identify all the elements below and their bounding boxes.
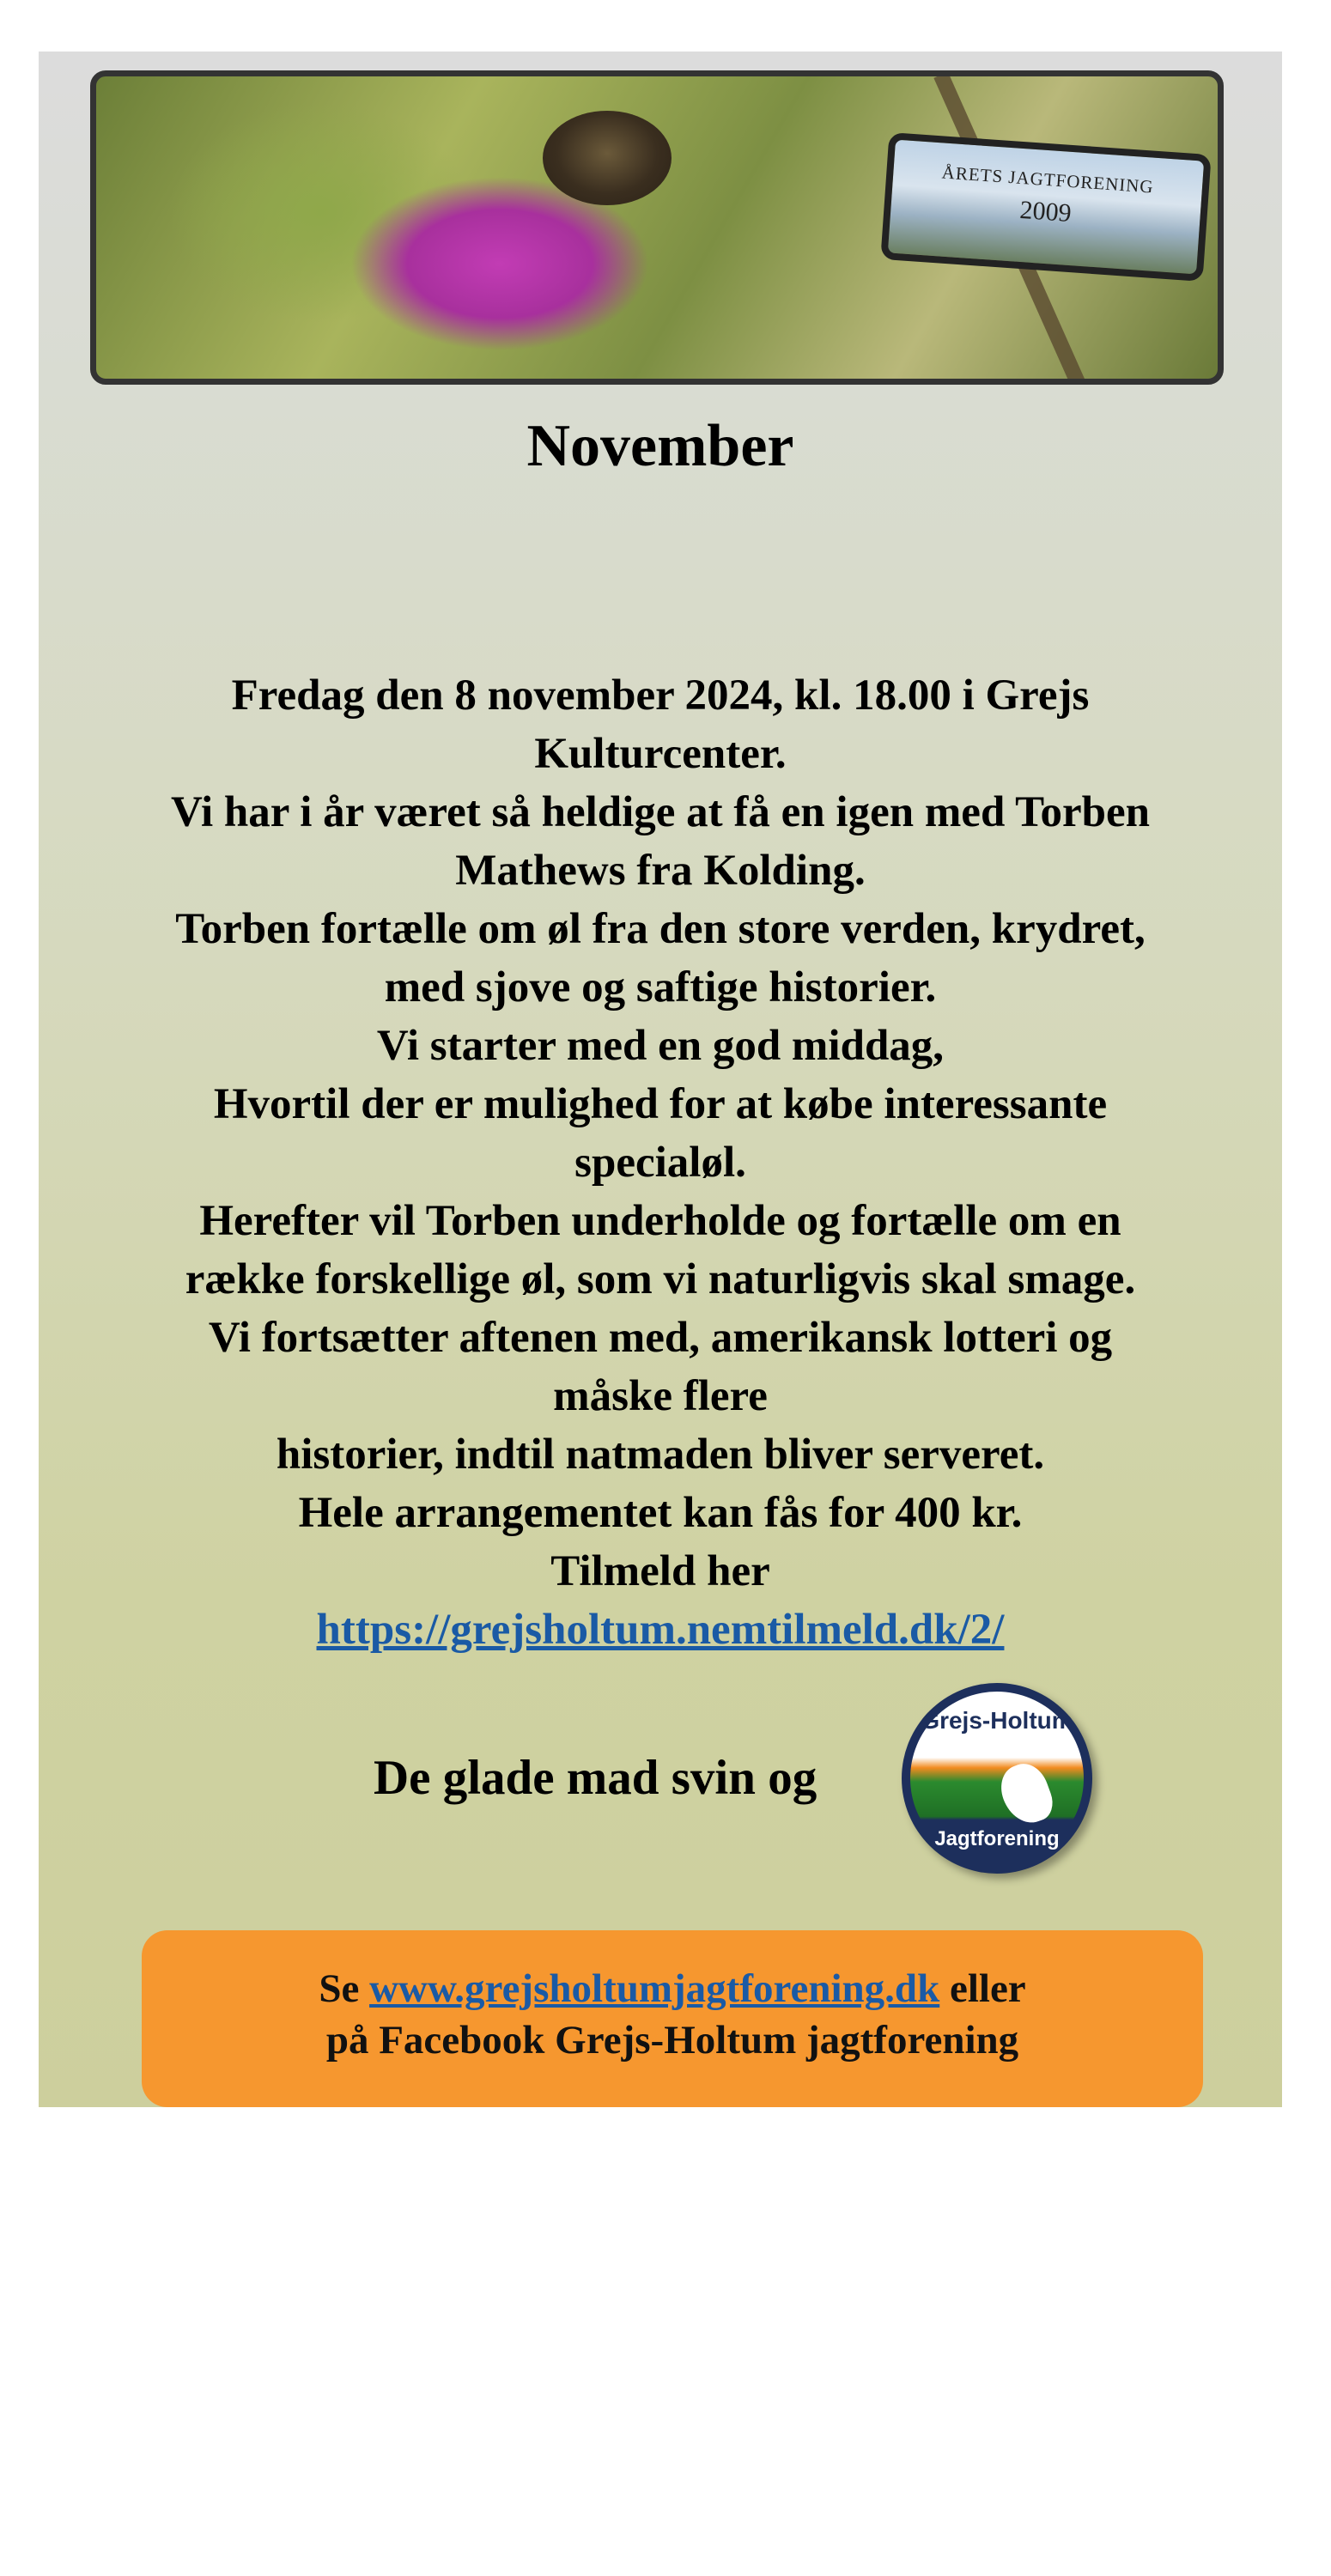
body-line: Hvortil der er mulighed for at købe interessante — [213, 1080, 1108, 1128]
logo-bottom-text: Jagtforening — [934, 1827, 1060, 1850]
body-line: Torben fortælle om øl fra den store verden, krydret, — [175, 905, 1146, 953]
body-line: specialøl. — [574, 1139, 746, 1187]
body-line: række forskellige øl, som vi naturligvis skal smage. — [185, 1255, 1136, 1303]
logo-top-text: Grejs-Holtum — [921, 1707, 1073, 1734]
body-line: historier, indtil natmaden bliver serveret. — [276, 1431, 1045, 1479]
body-line: Herefter vil Torben underholde og fortælle om en — [199, 1197, 1121, 1245]
footer-se: Se — [319, 1966, 360, 2011]
body-line: Kulturcenter. — [534, 730, 787, 778]
body-line: Vi har i år været så heldige at få en igen med Torben — [171, 788, 1150, 836]
body-line: Hele arrangementet kan fås for 400 kr. — [298, 1489, 1023, 1537]
footer-line-1 — [142, 1963, 1203, 2014]
page-title: November — [526, 413, 794, 479]
flyer-panel — [39, 52, 1282, 2107]
body-line: med sjove og saftige historier. — [384, 963, 937, 1012]
body-line: Tilmeld her — [550, 1547, 770, 1595]
footer-box — [142, 1930, 1203, 2107]
body-line: Mathews fra Kolding. — [455, 847, 866, 895]
footer-line-2: på Facebook Grejs-Holtum jagtforening — [325, 2018, 1019, 2063]
event-description — [90, 666, 1231, 1659]
body-line: måske flere — [553, 1372, 768, 1420]
signoff-text: De glade mad svin og — [374, 1751, 817, 1805]
bee-image — [543, 111, 672, 205]
website-link[interactable]: www.grejsholtumjagtforening.dk — [369, 1966, 940, 2011]
signup-link[interactable]: https://grejsholtum.nemtilmeld.dk/2/ — [316, 1606, 1005, 1654]
body-line: Vi starter med en god middag, — [376, 1022, 945, 1070]
body-line: Fredag den 8 november 2024, kl. 18.00 i Grejs — [231, 671, 1090, 720]
header-banner-photo — [90, 70, 1224, 385]
plaque-year: 2009 — [1018, 195, 1073, 228]
footer-eller: eller — [949, 1966, 1026, 2011]
club-logo — [902, 1683, 1092, 1874]
award-plaque — [880, 132, 1211, 282]
plaque-title: ÅRETS JAGTFORENING — [941, 161, 1155, 197]
body-line: Vi fortsætter aftenen med, amerikansk lotteri og — [208, 1314, 1113, 1362]
